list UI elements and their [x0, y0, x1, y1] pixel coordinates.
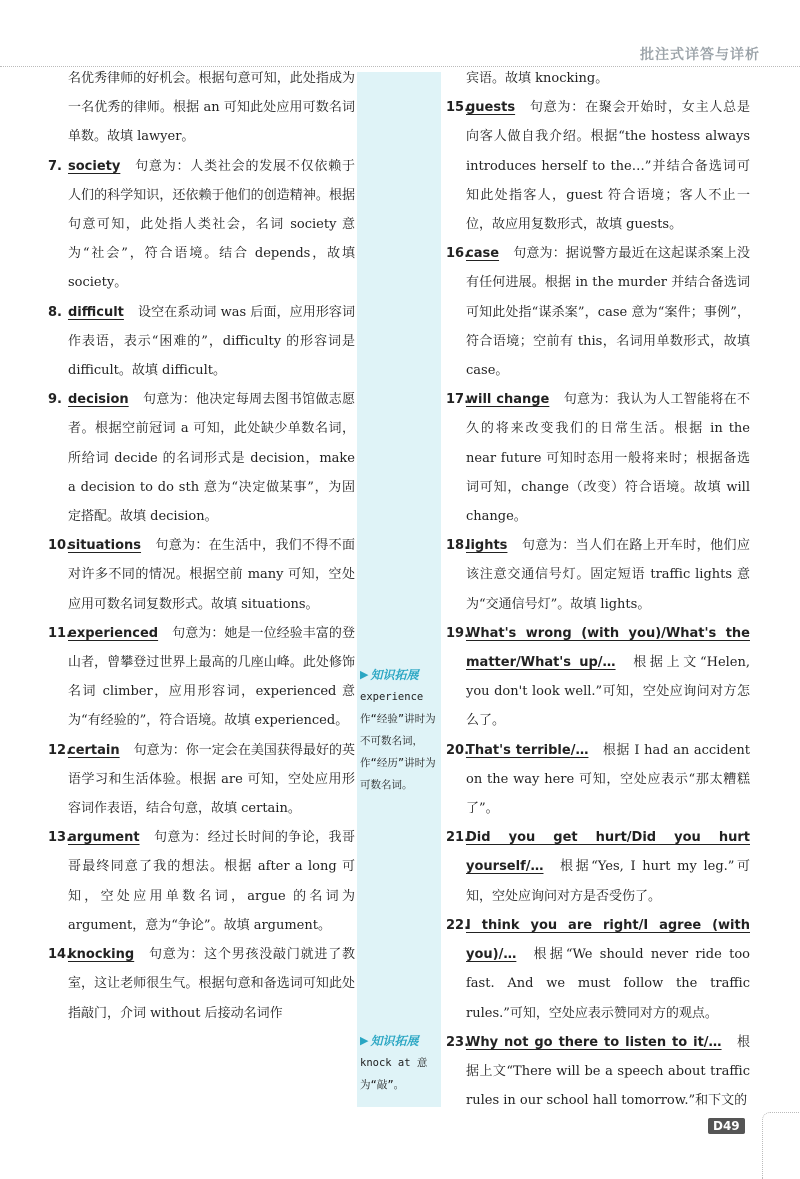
- knowledge-note-1: [360, 664, 440, 796]
- answer-key: decision: [68, 392, 129, 408]
- answer-entry: [448, 1028, 750, 1116]
- sidebar-notes-strip: [357, 72, 441, 1107]
- answer-key: experienced: [68, 625, 159, 641]
- answer-key: society: [68, 158, 121, 174]
- question-number: 19.: [446, 625, 470, 641]
- explanation-text: 句意为：当人们在路上开车时，他们应该注意交通信号灯。固定短语 traffic lights 意为“交通信号灯”。故填 lights。: [466, 538, 750, 612]
- answer-entry: [50, 298, 355, 386]
- answer-entry: [448, 911, 750, 1028]
- explanation-text: 句意为：据说警方最近在这起谋杀案上没有任何进展。根据 in the murder 并结合备选词可知此处指“谋杀案”，case 意为“案件；事例”，符合语境；空前有 this，名词用单数形式，故填 case。: [466, 246, 750, 379]
- explanation-text: 设空在系动词 was 后面，应用形容词作表语，表示“困难的”，difficulty 的形容词是 difficult。故填 difficult。: [68, 304, 355, 379]
- answer-entry: [448, 823, 750, 911]
- page-corner-decoration: [762, 1112, 800, 1179]
- answer-entry: [448, 531, 750, 619]
- question-number: 18.: [446, 538, 470, 554]
- answer-key: will change: [466, 392, 550, 408]
- left-intro-text: 名优秀律师的好机会。根据句意可知，此处指成为一名优秀的律师。根据 an 可知此处应用可数名词单数。故填 lawyer。: [68, 71, 355, 145]
- explanation-text: 句意为：你一定会在美国获得最好的英语学习和生活体验。根据 are 可知，空处应用形容词作表语，结合句意，故填 certain。: [68, 742, 355, 817]
- explanation-text: 句意为：这个男孩没敲门就进了教室，这让老师很生气。根据句意和备选词可知此处指敲门，介词 without 后接动名词作: [68, 947, 355, 1021]
- answer-key: What's wrong (with you)/What's the matter/What's up/…: [466, 625, 750, 671]
- explanation-text: 根据上文“Helen, you don't look well.”可知，空处应询问对方怎么了。: [466, 655, 750, 729]
- knowledge-note-2: [360, 1030, 440, 1096]
- right-column: [448, 64, 750, 1115]
- answer-entry: [448, 736, 750, 824]
- explanation-text: 句意为：我认为人工智能将在不久的将来改变我们的日常生活。根据 in the near future 可知时态用一般将来时；根据备选词可知，change（改变）符合语境。故填 will change。: [466, 392, 750, 525]
- right-intro-text: 宾语。故填 knocking。: [466, 71, 609, 86]
- answer-entry: [448, 239, 750, 385]
- answer-entry: [448, 385, 750, 531]
- answer-key: difficult: [68, 304, 124, 320]
- answer-entry: [50, 531, 355, 619]
- question-number: 12.: [48, 742, 72, 758]
- question-number: 9.: [48, 392, 62, 408]
- explanation-text: 句意为：在聚会开始时，女主人总是向客人做自我介绍。根据“the hostess always introduces herself to the…”并结合备选词可知此处指客人，guest 符合语境；客人不止一位，故应用复数形式，故填 guests。: [466, 100, 750, 233]
- explanation-text: 根据上文“There will be a speech about traffic rules in our school hall tomorrow.”和下文的: [466, 1034, 750, 1109]
- answer-entry: [448, 619, 750, 736]
- explanation-text: 根据 I had an accident on the way here 可知，空处应表示“那太糟糕了”。: [466, 742, 750, 817]
- question-number: 16.: [446, 246, 470, 262]
- note-text: experience 作“经验”讲时为不可数名词，作“经历”讲时为可数名词。: [360, 691, 436, 791]
- question-number: 22.: [446, 917, 470, 933]
- question-number: 8.: [48, 304, 62, 320]
- explanation-text: 根据“Yes, I hurt my leg.”可知，空处应询问对方是否受伤了。: [466, 859, 750, 904]
- answer-key: argument: [68, 830, 140, 846]
- answer-entry: [50, 152, 355, 298]
- answer-key: Did you get hurt/Did you hurt yourself/…: [466, 830, 750, 875]
- page-header-title: 批注式详答与详析: [640, 47, 760, 63]
- answer-key: That's terrible/…: [466, 742, 589, 758]
- answer-entry: [50, 619, 355, 736]
- answer-entry: [50, 385, 355, 531]
- question-number: 20.: [446, 742, 470, 758]
- answer-key: I think you are right/I agree (with you)/…: [466, 917, 750, 963]
- explanation-text: 句意为：她是一位经验丰富的登山者，曾攀登过世界上最高的几座山峰。此处修饰名词 climber，应用形容词，experienced 意为“有经验的”，符合语境。故填 experienced。: [68, 625, 355, 729]
- question-number: 13.: [48, 830, 72, 846]
- note-title: 知识拓展: [370, 1034, 419, 1048]
- answer-key: situations: [68, 538, 142, 554]
- explanation-text: 句意为：经过长时间的争论，我哥哥最终同意了我的想法。根据 after a long 可知，空处应用单数名词，argue 的名词为 argument，意为“争论”。故填 argument。: [68, 830, 355, 933]
- question-number: 21.: [446, 830, 470, 846]
- answer-key: case: [466, 246, 500, 262]
- arrow-icon: ▶: [360, 668, 369, 681]
- explanation-text: 根据“We should never ride too fast. And we must follow the traffic rules.”可知，空处应表示赞同对方的观点。: [466, 947, 750, 1021]
- note-text: knock at 意为“敲”。: [360, 1057, 428, 1091]
- page-number: D49: [708, 1118, 745, 1134]
- answer-key: knocking: [68, 947, 135, 963]
- explanation-text: 句意为：在生活中，我们不得不面对许多不同的情况。根据空前 many 可知，空处应用可数名词复数形式。故填 situations。: [68, 538, 355, 612]
- left-column: [50, 64, 355, 1028]
- answer-entry: [50, 823, 355, 940]
- question-number: 7.: [48, 158, 62, 174]
- question-number: 14.: [48, 947, 72, 963]
- answer-key: guests: [466, 100, 516, 116]
- answer-key: certain: [68, 742, 120, 758]
- answer-entry: [50, 940, 355, 1028]
- answer-entry: [448, 93, 750, 239]
- question-number: 23.: [446, 1034, 470, 1050]
- question-number: 10.: [48, 538, 72, 554]
- answer-key: lights: [466, 538, 508, 554]
- arrow-icon: ▶: [360, 1034, 369, 1047]
- question-number: 15.: [446, 100, 470, 116]
- answer-key: Why not go there to listen to it/…: [466, 1034, 722, 1050]
- explanation-text: 句意为：他决定每周去图书馆做志愿者。根据空前冠词 a 可知，此处缺少单数名词，所给词 decide 的名词形式是 decision，make a decision to do sth 意为“决定做某事”，为固定搭配。故填 decision。: [68, 392, 355, 525]
- explanation-text: 句意为：人类社会的发展不仅依赖于人们的科学知识，还依赖于他们的创造精神。根据句意可知，此处指人类社会，名词 society 意为“社会”，符合语境。结合 depends，故填 society。: [68, 158, 355, 291]
- note-title: 知识拓展: [370, 668, 419, 682]
- question-number: 11.: [48, 625, 72, 641]
- question-number: 17.: [446, 392, 470, 408]
- answer-entry: [50, 736, 355, 824]
